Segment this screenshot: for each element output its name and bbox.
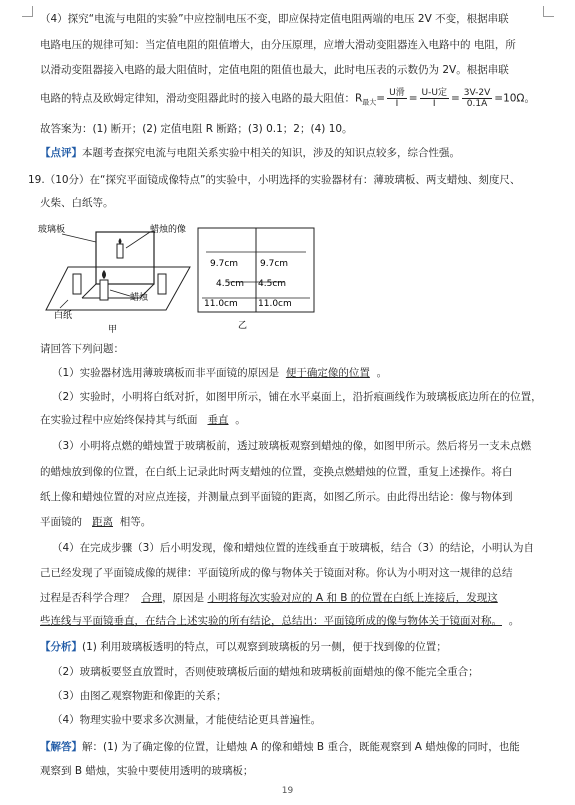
label-candle: 蜡烛 xyxy=(130,293,149,303)
row-2-right: 4.5cm xyxy=(258,279,287,289)
fraction-1 xyxy=(387,88,407,109)
analysis-line-3: （3）由图乙观察物距和像距的关系； xyxy=(52,690,227,702)
a1-prompt: （1）实验器材选用薄玻璃板而非平面镜的原因是 xyxy=(52,367,280,379)
r-subscript: 最大 xyxy=(362,98,377,107)
a2-end: 。 xyxy=(235,414,246,426)
a2-prompt: 在实验过程中应始终保持其与纸面 xyxy=(40,414,198,426)
q19-line-1: 19.（10分）在“探究平面镜成像特点”的实验中，小明选择的实验器材有：薄玻璃板、两支蜡烛、刻度尺、 xyxy=(28,174,521,186)
a2-answer: 垂直 xyxy=(207,414,229,426)
analysis-line-4: （4）物理实验中要求多次测量，才能使结论更具普遍性。 xyxy=(52,714,322,726)
glass-base-line xyxy=(82,284,96,298)
a4-line-1: （4）在完成步骤（3）后小明发现，像和蜡烛位置的连线垂直于玻璃板，结合（3）的结论，小明认为自 xyxy=(52,542,535,554)
figure-yi xyxy=(196,224,326,334)
leader-candle xyxy=(110,290,130,296)
row-3-left: 11.0cm xyxy=(204,299,238,309)
flame-icon xyxy=(102,270,106,279)
row-2-left: 4.5cm xyxy=(216,279,245,289)
a3-line-2: 的蜡烛放到像的位置，在白纸上记录此时两支蜡烛的位置，变换点燃蜡烛的位置，重复上述操作。将白 xyxy=(40,466,513,478)
analysis-tag: 【分析】 xyxy=(40,641,82,653)
a4-prompt: 过程是否科学合理？ xyxy=(40,592,135,604)
fraction-2-num: U-U定 xyxy=(421,88,447,98)
a3-answer: 距离 xyxy=(92,516,114,528)
fraction-3 xyxy=(462,88,493,109)
candle-shape xyxy=(100,280,108,300)
fraction-1-num: U滑 xyxy=(389,88,405,98)
solution-tag: 【解答】 xyxy=(40,741,82,753)
label-glass: 玻璃板 xyxy=(38,225,66,235)
p4-line-4-end: =10Ω。 xyxy=(494,92,535,105)
a2-line-2 xyxy=(40,413,552,427)
review-line xyxy=(40,146,552,160)
review-text: 本题考查探究电流与电阻关系实验中相关的知识，涉及的知识点较多，综合性强。 xyxy=(82,147,460,159)
support-right xyxy=(158,274,166,294)
leader-paper xyxy=(60,300,68,308)
a3-end: 相等。 xyxy=(119,516,152,528)
row-1-left: 9.7cm xyxy=(210,259,239,269)
a3-line-1: （3）小明将点燃的蜡烛置于玻璃板前，透过玻璃板观察到蜡烛的像，如图甲所示。然后将另一支未点燃 xyxy=(52,440,532,452)
support-left xyxy=(73,274,81,294)
a4-mid: ，原因是 xyxy=(162,592,205,604)
solution-text-1: 解：(1) 为了确定像的位置，让蜡烛 A 的像和蜡烛 B 重合，既能观察到 A 蜡烛像的同时，也能 xyxy=(82,741,520,753)
white-paper-shape xyxy=(46,267,190,310)
analysis-text-1: (1) 利用玻璃板透明的特点，可以观察到玻璃板的另一侧，便于找到像的位置； xyxy=(82,641,447,653)
row-3-right: 11.0cm xyxy=(258,299,292,309)
solution-line-2: 观察到 B 蜡烛，实验中要使用透明的玻璃板； xyxy=(40,765,254,777)
page-number: 19 xyxy=(281,786,294,796)
label-image: 蜡烛的像 xyxy=(150,225,187,235)
a3-line-4 xyxy=(40,515,552,529)
analysis-line-1 xyxy=(40,640,552,654)
a1-answer: 便于确定像的位置 xyxy=(285,367,370,379)
candle-image-shape xyxy=(117,244,123,258)
p4-line-4-text: 电路的特点及欧姆定律知，滑动变阻器此时的接入电路的最大阻值：R xyxy=(40,92,363,105)
a1-line xyxy=(52,366,564,380)
p4-line-2: 电路电压的规律可知：当定值电阻的阻值增大，由分压原理，应增大滑动变阻器连入电路中的 电阻，所 xyxy=(40,39,516,51)
a1-end: 。 xyxy=(376,367,388,379)
a4-answer-1: 合理 xyxy=(141,592,163,604)
a4-end: 。 xyxy=(508,615,520,627)
leader-image xyxy=(126,232,150,248)
fraction-2-den: I xyxy=(432,99,436,109)
a4-line-2: 己已经发现了平面镜成像的规律：平面镜所成的像与物体关于镜面对称。你认为小明对这一规律的总结 xyxy=(40,567,513,579)
ask-line: 请回答下列问题： xyxy=(40,343,124,355)
fraction-2 xyxy=(420,88,449,109)
a4-line-3 xyxy=(40,591,552,605)
fraction-3-num: 3V-2V xyxy=(463,88,491,98)
p4-line-4: 电路的特点及欧姆定律知，滑动变阻器此时的接入电路的最大阻值：$R_{最大}=$ $\frac{\text{U滑}}{I}$ = $\frac{\text{U-U定}}{I}$ = $\frac{3V-2V}{0.1A}$ =10Ω。 xyxy=(40,88,535,109)
a4-answer-2: 小明将每次实验对应的 A 和 B 的位置在白纸上连接后，发现这 xyxy=(207,592,498,604)
crop-mark xyxy=(22,6,33,17)
row-1-right: 9.7cm xyxy=(260,259,289,269)
figure-jia xyxy=(38,222,198,334)
caption-yi: 乙 xyxy=(238,321,248,331)
a4-answer-2-cont: 些连线与平面镜垂直，在结合上述实验的所有结论，总结出：平面镜所成的像与物体关于镜面对称。 xyxy=(40,615,502,627)
label-paper: 白纸 xyxy=(54,311,73,321)
answer-summary: 故答案为：(1) 断开；(2) 定值电阻 R 断路；(3) 0.1；2；(4) 10。 xyxy=(40,123,353,135)
fraction-1-den: I xyxy=(395,99,399,109)
solution-line-1 xyxy=(40,740,552,754)
a4-line-4 xyxy=(40,614,552,628)
a2-line-1: （2）实验时，小明将白纸对折，如图甲所示，铺在水平桌面上，沿折痕画线作为玻璃板底边所在的位置， xyxy=(52,391,542,403)
review-tag: 【点评】 xyxy=(40,147,82,159)
a3-prompt: 平面镜的 xyxy=(40,516,82,528)
p4-line-3: 以滑动变阻器接入电路的最大阻值时，定值电阻的阻值也最大，此时电压表的示数仍为 2V。根据串联 xyxy=(40,64,509,76)
q19-line-2: 火柴、白纸等。 xyxy=(40,197,114,209)
fraction-3-den: 0.1A xyxy=(466,99,488,109)
flame-image-icon xyxy=(119,238,122,244)
analysis-line-2: （2）玻璃板要竖直放置时，否则使玻璃板后面的蜡烛和玻璃板前面蜡烛的像不能完全重合； xyxy=(52,666,479,678)
p4-line-1: （4）探究“电流与电阻的实验”中应控制电压不变，即应保持定值电阻两端的电压 2V 不变，根据串联 xyxy=(40,13,509,25)
leader-glass xyxy=(62,234,96,242)
caption-jia: 甲 xyxy=(108,325,118,334)
a3-line-3: 纸上像和蜡烛位置的对应点连接，并测量点到平面镜的距离，如图乙所示。由此得出结论：像与物体到 xyxy=(40,491,513,503)
